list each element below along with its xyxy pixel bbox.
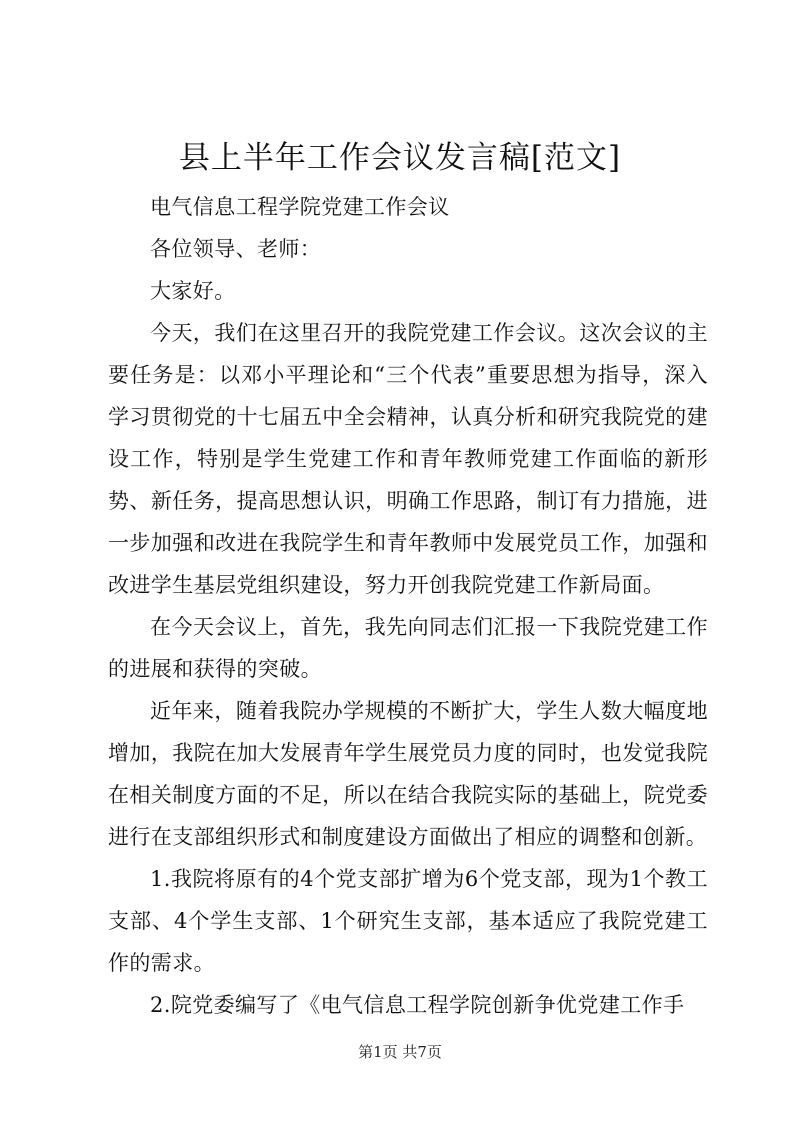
paragraph-background: 近年来，随着我院办学规模的不断扩大，学生人数大幅度地增加，我院在加大发展青年学生展党员力度的同时，也发觉我院在相关制度方面的不足，所以在结合我院实际的基础上，院党委进行在支部组织形式和制度建设方面做出了相应的调整和创新。	[108, 699, 708, 849]
paragraph-item-1: 1.我院将原有的4个党支部扩增为6个党支部，现为1个教工支部、4个学生支部、1个研究生支部，基本适应了我院党建工作的需求。	[108, 867, 708, 975]
paragraph-salutation: 各位领导、老师：	[150, 237, 322, 261]
paragraph-meeting-purpose: 今天，我们在这里召开的我院党建工作会议。这次会议的主要任务是：以邓小平理论和“三个代表”重要思想为指导，深入学习贯彻党的十七届五中全会精神，认真分析和研究我院党的建设工作，特别是学生党建工作和青年教师党建工作面临的新形势、新任务，提高思想认识，明确工作思路，制订有力措施，进一步加强和改进在我院学生和青年教师中发展党员工作，加强和改进学生基层党组织建设，努力开创我院党建工作新局面。	[108, 321, 708, 597]
paragraph-report-intro: 在今天会议上，首先，我先向同志们汇报一下我院党建工作的进展和获得的突破。	[108, 615, 708, 681]
page-number-footer: 第1页 共7页	[358, 1043, 442, 1061]
document-title: 县上半年工作会议发言稿[范文]	[178, 140, 622, 176]
paragraph-greeting: 大家好。	[150, 279, 236, 303]
paragraph-item-2: 2.院党委编写了《电气信息工程学院创新争优党建工作手	[150, 993, 685, 1017]
document-body	[108, 186, 708, 1026]
paragraph-meeting-name: 电气信息工程学院党建工作会议	[150, 195, 450, 219]
